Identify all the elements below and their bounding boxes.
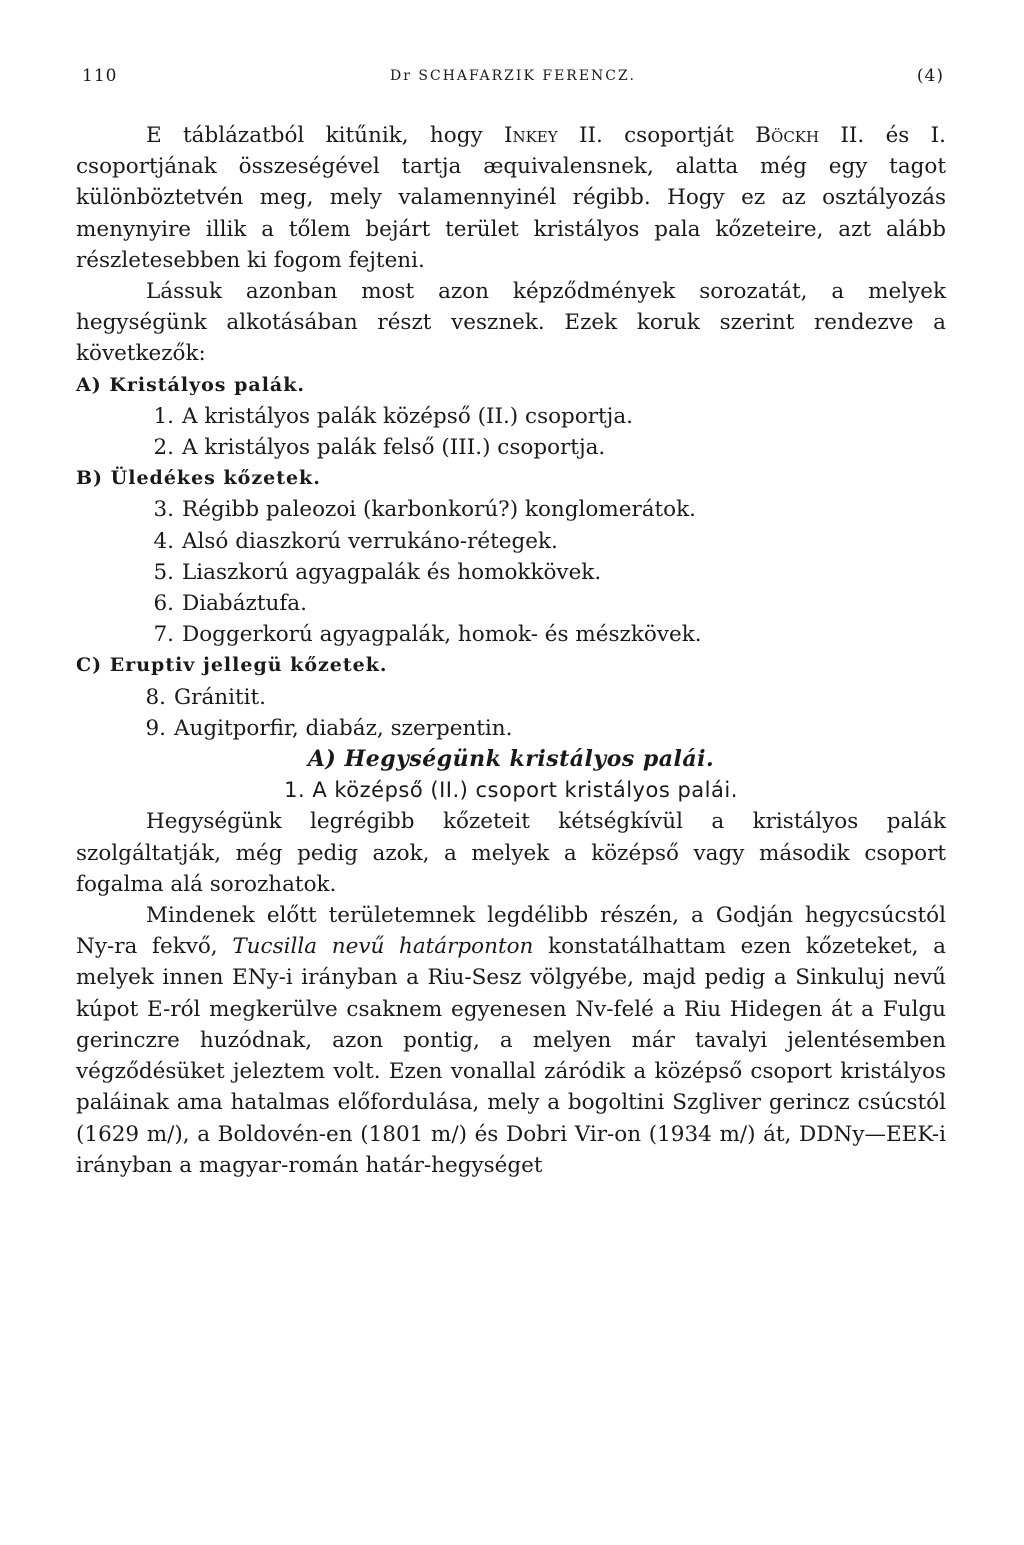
running-head [82,66,944,96]
author-name-inkey: Inkey [503,123,558,148]
list-item-text: Liaszkorú agyagpalák és homokkövek. [182,559,602,585]
list-item [146,494,946,525]
group-c-heading: C) Eruptiv jellegü kőzetek. [76,654,388,677]
list-item-text: Gránitit. [174,684,266,710]
list-item-number: 6. [153,591,174,617]
list-item-number: 2. [153,435,174,461]
list-item-text: Augitporfir, diabáz, szerpentin. [174,715,513,741]
list-item [146,588,946,619]
author-name-bockh: Böckh [755,123,820,148]
section-title: A) Hegységünk kristályos palái. [307,746,715,773]
list-item-number: 7. [153,622,174,648]
list-item [146,619,946,650]
place-name-italic: Tucsilla nevű határponton [232,934,534,960]
group-b-heading: B) Üledékes kőzetek. [76,467,321,490]
list-item-text: A kristályos palák középső (II.) csoportja. [182,403,633,429]
list-item-number: 3. [153,497,174,523]
group-a-list [76,401,946,463]
list-item-number: 4. [153,528,174,554]
list-item [146,401,946,432]
section-number: (4) [916,66,944,86]
section-paragraph-2 [76,900,946,1181]
running-head-author: Dr SCHAFARZIK FERENCZ. [390,68,636,84]
list-item [146,432,946,463]
section-text-b: konstatálhattam ezen kőzeteket, a melyek innen ENy-i irányban a Riu-Sesz völgyébe, majd pedig a Sinkuluj nevű kúpot E-ról megkerülve csaknem egyenesen Nv-felé a Riu Hidegen át a Fulgu gerinczre huzódnak, azon pontig, a melyen már tavalyi jelentésemben végződésüket jeleztem volt. Ezen vonallal záródik a középső csoport kristályos paláinak ama hatalmas előfordulása, mely a bogoltini Szgliver gerincz csúcstól (1629 m/), a Boldovén-en (1801 m/) és Dobri Vir-on (1934 m/) át, DDNy—EEK-i irányban a magyar-román határ-hegységet [76,934,947,1178]
list-item-number: 9. [145,715,166,741]
list-item-number: 5. [153,559,174,585]
list-item [146,557,946,588]
list-item-text: Régibb paleozoi (karbonkorú?) konglomerátok. [182,497,696,523]
list-item-text: Doggerkorú agyagpalák, homok- és mészkövek. [182,622,702,648]
intro-paragraph-2: Lássuk azonban most azon képződmények sorozatát, a melyek hegységünk alkotásában részt vesznek. Ezek koruk szerint rendezve a következők: [76,279,946,367]
list-item [138,713,946,744]
list-item-text: Alsó diaszkorú verrukáno-rétegek. [182,528,558,554]
group-c-list [76,682,946,744]
page-number: 110 [82,66,118,86]
page-body [76,120,946,1181]
list-item-number: 1. [153,403,174,429]
list-item-number: 8. [145,684,166,710]
section-text-a: Mindenek előtt területemnek legdélibb részén, a Godján hegycsúcstól Ny-ra fekvő, [76,903,946,960]
section-paragraph-1: Hegységünk legrégibb kőzeteit kétségkívül a kristályos palák szolgáltatják, még pedig azok, a melyek a középső vagy második csoport fogalma alá sorozhatok. [76,809,946,897]
section-subtitle: 1. A középső (II.) csoport kristályos palái. [284,778,738,803]
list-item [138,682,946,713]
group-b-list [76,494,946,650]
list-item [146,526,946,557]
intro-paragraph-1 [76,120,946,276]
list-item-text: A kristályos palák felső (III.) csoportja. [182,435,606,461]
intro-text-a: E táblázatból kitűnik, hogy [146,123,504,148]
intro-text-c: II. és I. csoportjának összeségével tartja æquivalensnek, alatta még egy tagot különböztetvén meg, mely valamennyinél régibb. Hogy ez az osztályozás menynyire illik a tőlem bejárt terület kristályos pala kőzeteire, azt alább részletesebben ki fogom fejteni. [76,123,946,273]
list-item-text: Diabáztufa. [182,591,307,617]
group-a-heading: A) Kristályos palák. [76,373,306,396]
intro-text-b: II. csoportját [557,123,756,148]
